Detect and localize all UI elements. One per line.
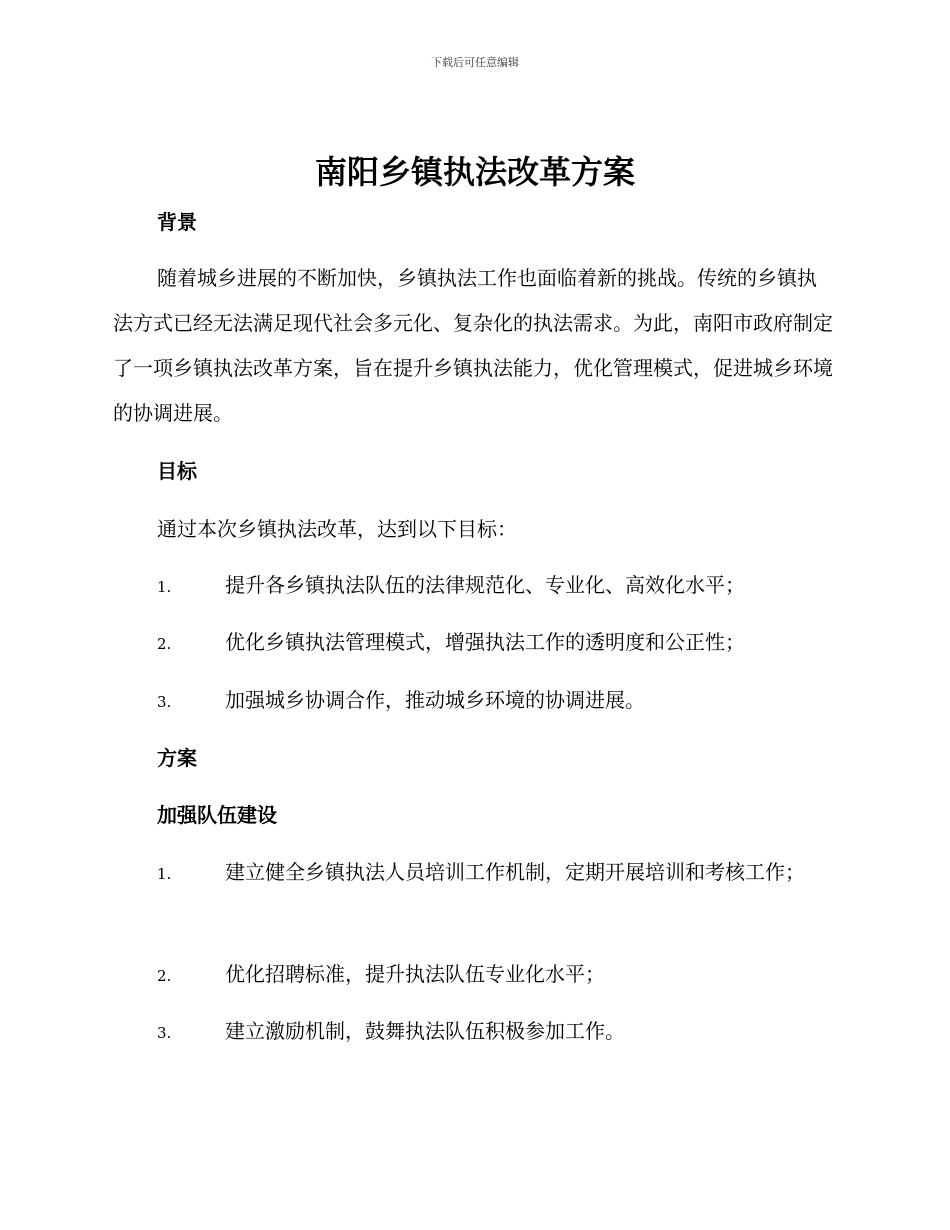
section-heading-goals: 目标 [157,459,197,483]
plan-list-item [113,850,835,897]
document-title: 南阳乡镇执法改革方案 [314,153,635,191]
page-header-note: 下载后可任意编辑 [431,56,519,69]
goal-list-item [113,563,835,610]
list-number: 3. [157,1024,172,1042]
list-number: 2. [157,967,172,985]
list-number: 1. [157,865,172,883]
background-paragraph: 随着城乡进展的不断加快，乡镇执法工作也面临着新的挑战。传统的乡镇执法方式已经无法满足现代社会多元化、复杂化的执法需求。为此，南阳市政府制定了一项乡镇执法改革方案，旨在提升乡镇执法能力，优化管理模式，促进城乡环境的协调进展。 [113,266,833,425]
section-heading-plan: 方案 [157,746,197,770]
list-text: 加强城乡协调合作，推动城乡环境的协调进展。 [225,688,645,712]
goals-intro: 通过本次乡镇执法改革，达到以下目标： [157,517,517,541]
goal-list-item [113,620,835,667]
section-heading-background: 背景 [157,210,197,234]
list-text: 优化乡镇执法管理模式，增强执法工作的透明度和公正性； [225,630,745,654]
list-number: 3. [157,693,172,711]
plan-list-item [113,1009,835,1056]
goal-list-item [113,678,835,725]
list-text: 建立健全乡镇执法人员培训工作机制，定期开展培训和考核工作； [225,860,805,884]
list-number: 1. [157,578,172,596]
plan-list-item [113,952,835,999]
subsection-heading-team-building: 加强队伍建设 [157,803,277,827]
list-text: 优化招聘标准，提升执法队伍专业化水平； [225,962,605,986]
list-text: 提升各乡镇执法队伍的法律规范化、专业化、高效化水平； [225,573,745,597]
list-number: 2. [157,635,172,653]
list-text: 建立激励机制，鼓舞执法队伍积极参加工作。 [225,1019,625,1043]
